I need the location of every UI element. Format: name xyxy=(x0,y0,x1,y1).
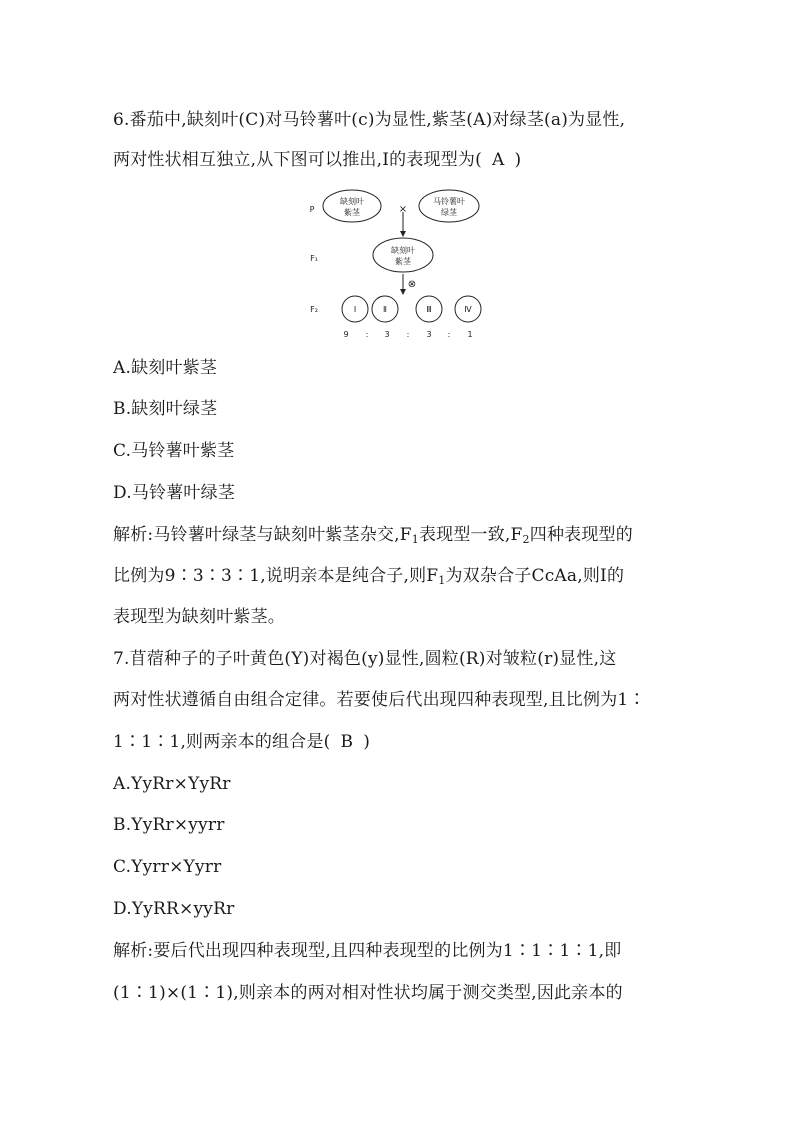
ratio-1: 9 xyxy=(343,330,349,339)
q6-option-b: B.缺刻叶绿茎 xyxy=(113,399,218,419)
ratio-3: 3 xyxy=(426,330,432,339)
question-6-stem-end: 两对性状相互独立,从下图可以推出,Ⅰ的表现型为( xyxy=(113,150,482,170)
parent-1-ellipse xyxy=(323,190,381,222)
self-cross-symbol: ⊗ xyxy=(407,279,417,290)
f2-label-4: Ⅳ xyxy=(464,305,472,314)
q7-option-d: D.YyRR×yyRr xyxy=(113,899,235,919)
f2-label-2: Ⅱ xyxy=(383,305,387,314)
question-6-line-2 xyxy=(113,150,521,170)
question-7-answer: B xyxy=(340,732,354,752)
q7-option-b: B.YyRr×yyrr xyxy=(113,815,225,835)
q7-analysis-line-1: 解析:要后代出现四种表现型,且四种表现型的比例为1∶1∶1∶1,即 xyxy=(113,941,622,961)
question-7-line-1: 7.苜蓿种子的子叶黄色(Y)对褐色(y)显性,圆粒(R)对皱粒(r)显性,这 xyxy=(113,649,617,669)
self-arrow-head xyxy=(400,289,406,295)
subscript: 2 xyxy=(522,533,530,546)
cross-symbol: × xyxy=(398,204,408,215)
parent-1-line-2: 紫茎 xyxy=(344,208,360,217)
q7-analysis-line-2: (1∶1)×(1∶1),则亲本的两对相对性状均属于测交类型,因此亲本的 xyxy=(113,983,623,1003)
question-7-line-2: 两对性状遵循自由组合定律。若要使后代出现四种表现型,且比例为1∶ xyxy=(113,690,646,710)
q7-option-c: C.Yyrr×Yyrr xyxy=(113,857,222,877)
label-p: P xyxy=(309,205,315,214)
question-7-line-3 xyxy=(113,732,370,752)
f1-line-1: 缺刻叶 xyxy=(391,246,415,255)
ratio-4: 1 xyxy=(467,330,473,339)
question-6-answer: A xyxy=(491,150,505,170)
question-7-stem-end: 1∶1∶1,则两亲本的组合是( xyxy=(113,732,331,752)
parent-2-ellipse xyxy=(419,190,479,222)
parent-1-line-1: 缺刻叶 xyxy=(340,197,364,206)
q6-analysis-line-3: 表现型为缺刻叶紫茎。 xyxy=(113,607,285,627)
q6-option-d: D.马铃薯叶绿茎 xyxy=(113,483,236,503)
q6-analysis-text: 表现型一致,F xyxy=(418,525,523,545)
q6-analysis-text: 解析:马铃薯叶绿茎与缺刻叶紫茎杂交,F xyxy=(113,525,412,545)
q6-option-c: C.马铃薯叶紫茎 xyxy=(113,441,235,461)
q6-option-a: A.缺刻叶紫茎 xyxy=(113,358,218,378)
ratio-sep-1: : xyxy=(365,330,369,339)
f1-ellipse xyxy=(373,238,433,272)
f2-label-1: Ⅰ xyxy=(353,305,357,314)
parent-2-line-1: 马铃薯叶 xyxy=(433,197,465,206)
parent-2-line-2: 绿茎 xyxy=(441,208,457,217)
subscript: 1 xyxy=(411,533,419,546)
f2-label-3: Ⅲ xyxy=(426,305,432,314)
q6-analysis-text: 为双杂合子CcAa,则Ⅰ的 xyxy=(445,566,625,586)
label-f1: F₁ xyxy=(310,254,318,263)
subscript: 1 xyxy=(438,574,446,587)
label-f2: F₂ xyxy=(310,305,318,314)
question-6-line-1: 6.番茄中,缺刻叶(C)对马铃薯叶(c)为显性,紫茎(A)对绿茎(a)为显性, xyxy=(113,110,626,130)
genetic-cross-diagram xyxy=(300,185,490,345)
question-6-close-paren: ) xyxy=(514,150,522,170)
question-7-close-paren: ) xyxy=(363,732,371,752)
cross-arrow-head xyxy=(400,231,406,237)
q6-analysis-line-2 xyxy=(113,566,624,591)
ratio-sep-2: : xyxy=(406,330,410,339)
f1-line-2: 紫茎 xyxy=(395,257,411,266)
q6-analysis-text: 比例为9∶3∶3∶1,说明亲本是纯合子,则F xyxy=(113,566,439,586)
q6-analysis-line-1 xyxy=(113,525,633,550)
ratio-2: 3 xyxy=(384,330,390,339)
ratio-sep-3: : xyxy=(447,330,451,339)
q7-option-a: A.YyRr×YyRr xyxy=(113,774,231,794)
q6-analysis-text: 四种表现型的 xyxy=(529,525,633,545)
